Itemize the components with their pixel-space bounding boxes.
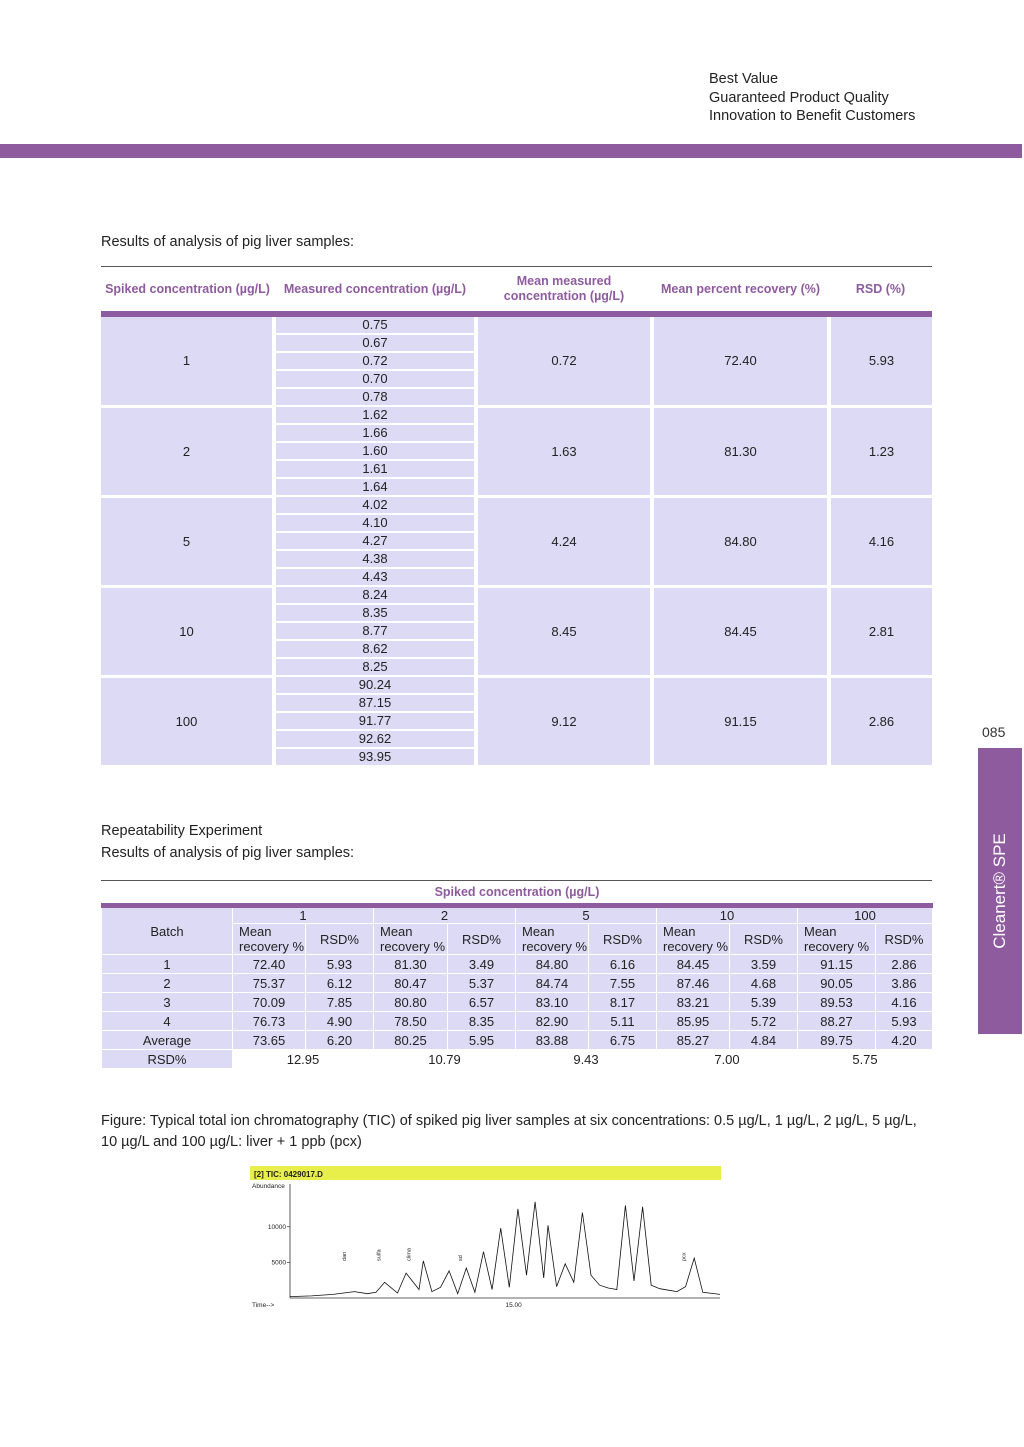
y-tick-label: 10000 [267, 1223, 286, 1231]
mean-recovery-header: Mean recovery % [374, 924, 448, 955]
rsd-cell: 4.20 [876, 1031, 933, 1050]
mean-recovery-cell: 83.21 [657, 993, 730, 1012]
measured-cell: 0.70 [274, 370, 476, 388]
mean-recovery-cell: 75.37 [233, 974, 306, 993]
mean-recovery-cell: 85.95 [657, 1012, 730, 1031]
recovery-table-row [101, 314, 932, 334]
tagline [709, 70, 915, 126]
mean-recovery-cell: 84.45 [657, 955, 730, 974]
mean-recovery-cell: 80.47 [374, 974, 448, 993]
side-tab [978, 748, 1022, 1034]
mean-recovery-cell: 73.65 [233, 1031, 306, 1050]
spiked-cell: 2 [101, 406, 274, 496]
rsd-cell: 7.55 [589, 974, 657, 993]
measured-cell: 4.38 [274, 550, 476, 568]
rsd-cell: 7.85 [306, 993, 374, 1012]
rsd-header: RSD% [589, 924, 657, 955]
tagline-line-2: Guaranteed Product Quality [709, 89, 889, 106]
mean-cell: 4.24 [476, 496, 652, 586]
rsd-summary-row [102, 1050, 933, 1069]
measured-cell: 1.61 [274, 460, 476, 478]
rsd-cell: 6.20 [306, 1031, 374, 1050]
rsd-cell: 3.86 [876, 974, 933, 993]
rsd-cell: 5.11 [589, 1012, 657, 1031]
recovery-table-row [101, 676, 932, 694]
mean-recovery-header: Mean recovery % [657, 924, 730, 955]
rsd-cell: 8.35 [448, 1012, 516, 1031]
measured-cell: 4.10 [274, 514, 476, 532]
mean-cell: 8.45 [476, 586, 652, 676]
concentration-header: 10 [657, 906, 798, 924]
mean-recovery-cell: 89.75 [798, 1031, 876, 1050]
mean-recovery-header: Mean recovery % [798, 924, 876, 955]
batch-row [102, 1031, 933, 1050]
rsd-cell: 4.16 [876, 993, 933, 1012]
recovery-cell: 72.40 [652, 314, 829, 406]
measured-cell: 8.25 [274, 658, 476, 676]
recovery-table-row [101, 406, 932, 424]
tagline-line-1: Best Value [709, 71, 779, 87]
mean-recovery-cell: 84.80 [516, 955, 589, 974]
measured-cell: 8.77 [274, 622, 476, 640]
measured-cell: 93.95 [274, 748, 476, 766]
header-bar [0, 144, 1022, 158]
measured-cell: 87.15 [274, 694, 476, 712]
rsd-header: RSD% [448, 924, 516, 955]
measured-cell: 92.62 [274, 730, 476, 748]
mean-recovery-cell: 80.25 [374, 1031, 448, 1050]
recovery-table-row [101, 586, 932, 604]
concentration-header: 5 [516, 906, 657, 924]
rsd-cell: 6.12 [306, 974, 374, 993]
measured-cell: 1.64 [274, 478, 476, 496]
header-mean: Mean measured concentration (µg/L) [503, 274, 625, 303]
rsd-cell: 5.37 [448, 974, 516, 993]
mean-recovery-cell: 91.15 [798, 955, 876, 974]
peak-label: dan [341, 1251, 348, 1261]
rsd-cell: 3.59 [730, 955, 798, 974]
mean-recovery-header: Mean recovery % [233, 924, 306, 955]
rsd-cell: 3.49 [448, 955, 516, 974]
measured-cell: 4.43 [274, 568, 476, 586]
batch-row [102, 993, 933, 1012]
measured-cell: 8.62 [274, 640, 476, 658]
mean-recovery-cell: 83.10 [516, 993, 589, 1012]
batch-header: Batch [102, 906, 233, 955]
mean-cell: 1.63 [476, 406, 652, 496]
header-rsd: RSD (%) [855, 281, 906, 296]
peak-label: sulfa [376, 1249, 383, 1261]
peak-label: clima [406, 1248, 413, 1261]
measured-cell: 1.60 [274, 442, 476, 460]
batch-cell: 1 [102, 955, 233, 974]
measured-cell: 4.27 [274, 532, 476, 550]
mean-recovery-cell: 76.73 [233, 1012, 306, 1031]
tagline-line-3: Innovation to Benefit Customers [709, 108, 916, 124]
rsd-cell: 6.57 [448, 993, 516, 1012]
header-measured: Measured concentration (µg/L) [283, 281, 467, 296]
mean-recovery-cell: 90.05 [798, 974, 876, 993]
rsd-cell: 4.90 [306, 1012, 374, 1031]
spiked-cell: 1 [101, 314, 274, 406]
rsd-cell: 4.16 [829, 496, 932, 586]
mean-recovery-cell: 70.09 [233, 993, 306, 1012]
batch-row [102, 955, 933, 974]
rsd-cell: 2.86 [876, 955, 933, 974]
batch-row [102, 1012, 933, 1031]
recovery-cell: 84.80 [652, 496, 829, 586]
rsd-summary-cell: 10.79 [374, 1050, 516, 1069]
mean-recovery-cell: 89.53 [798, 993, 876, 1012]
rsd-cell: 5.95 [448, 1031, 516, 1050]
mean-cell: 9.12 [476, 676, 652, 766]
batch-row [102, 974, 933, 993]
mean-recovery-cell: 78.50 [374, 1012, 448, 1031]
page-number: 085 [982, 724, 1006, 740]
rsd-cell: 5.93 [306, 955, 374, 974]
measured-cell: 0.78 [274, 388, 476, 406]
rsd-header: RSD% [730, 924, 798, 955]
mean-recovery-cell: 81.30 [374, 955, 448, 974]
spiked-cell: 100 [101, 676, 274, 766]
table2-title: Results of analysis of pig liver samples: [101, 845, 355, 861]
recovery-cell: 91.15 [652, 676, 829, 766]
repeatability-title: Repeatability Experiment [101, 823, 263, 839]
rsd-cell: 5.93 [876, 1012, 933, 1031]
spiked-header-row [102, 881, 933, 906]
measured-cell: 0.75 [274, 314, 476, 334]
table1-title: Results of analysis of pig liver samples: [101, 234, 355, 250]
chart-title: [2] TIC: 0429017.D [254, 1170, 323, 1179]
y-tick-label: 5000 [271, 1259, 286, 1267]
concentration-header: 2 [374, 906, 516, 924]
mean-recovery-cell: 72.40 [233, 955, 306, 974]
recovery-table-row [101, 496, 932, 514]
peak-label: sd [458, 1255, 464, 1261]
measured-cell: 1.66 [274, 424, 476, 442]
batch-cell: 3 [102, 993, 233, 1012]
rsd-cell: 2.81 [829, 586, 932, 676]
measured-cell: 8.24 [274, 586, 476, 604]
repeatability-table [101, 880, 933, 1069]
batch-cell: 2 [102, 974, 233, 993]
rsd-summary-cell: 9.43 [516, 1050, 657, 1069]
tic-series-line [290, 1202, 720, 1297]
rsd-cell: 6.16 [589, 955, 657, 974]
batch-cell: 4 [102, 1012, 233, 1031]
concentration-header: 1 [233, 906, 374, 924]
rsd-summary-label: RSD% [102, 1050, 233, 1069]
spiked-cell: 5 [101, 496, 274, 586]
recovery-cell: 81.30 [652, 406, 829, 496]
rsd-cell: 5.72 [730, 1012, 798, 1031]
y-axis-label: Abundance [252, 1183, 285, 1190]
mean-recovery-header: Mean recovery % [516, 924, 589, 955]
mean-recovery-cell: 82.90 [516, 1012, 589, 1031]
mean-recovery-cell: 87.46 [657, 974, 730, 993]
header-spiked: Spiked concentration (µg/L) [105, 281, 270, 296]
header-recovery: Mean percent recovery (%) [660, 281, 821, 296]
concentration-row [102, 906, 933, 924]
rsd-cell: 5.39 [730, 993, 798, 1012]
measured-cell: 1.62 [274, 406, 476, 424]
rsd-summary-cell: 7.00 [657, 1050, 798, 1069]
recovery-table-body [101, 314, 932, 766]
side-tab-label: Cleanert® SPE [990, 833, 1009, 949]
repeatability-table-body [102, 881, 933, 1069]
mean-recovery-cell: 84.74 [516, 974, 589, 993]
peak-label: pcx [681, 1252, 688, 1261]
mean-recovery-cell: 88.27 [798, 1012, 876, 1031]
measured-cell: 4.02 [274, 496, 476, 514]
rsd-cell: 2.86 [829, 676, 932, 766]
mean-recovery-cell: 80.80 [374, 993, 448, 1012]
x-tick-label: 15.00 [505, 1302, 522, 1308]
rsd-cell: 5.93 [829, 314, 932, 406]
concentration-header: 100 [798, 906, 933, 924]
recovery-table [101, 266, 932, 768]
rsd-cell: 4.84 [730, 1031, 798, 1050]
figure-caption: Figure: Typical total ion chromatography (TIC) of spiked pig liver samples at six concentrations: 0.5 µg/L, 1 µg/L, 2 µg/L, 5 µg/L, 10 µg/L and 100 µg/L: liver + 1 ppb (pcx) [101, 1113, 917, 1150]
tic-chart [250, 1166, 721, 1308]
rsd-header: RSD% [876, 924, 933, 955]
tic-chart-svg [250, 1166, 721, 1308]
measured-cell: 91.77 [274, 712, 476, 730]
rsd-cell: 4.68 [730, 974, 798, 993]
x-axis-label: Time--> [252, 1302, 275, 1308]
mean-cell: 0.72 [476, 314, 652, 406]
mean-recovery-cell: 85.27 [657, 1031, 730, 1050]
rsd-cell: 6.75 [589, 1031, 657, 1050]
measured-cell: 0.72 [274, 352, 476, 370]
rsd-header: RSD% [306, 924, 374, 955]
rsd-cell: 1.23 [829, 406, 932, 496]
batch-cell: Average [102, 1031, 233, 1050]
measured-cell: 0.67 [274, 334, 476, 352]
rsd-cell: 8.17 [589, 993, 657, 1012]
measured-cell: 90.24 [274, 676, 476, 694]
spiked-header: Spiked concentration (µg/L) [102, 881, 933, 906]
recovery-cell: 84.45 [652, 586, 829, 676]
recovery-table-header [101, 267, 932, 315]
measured-cell: 8.35 [274, 604, 476, 622]
mean-recovery-cell: 83.88 [516, 1031, 589, 1050]
spiked-cell: 10 [101, 586, 274, 676]
rsd-summary-cell: 12.95 [233, 1050, 374, 1069]
rsd-summary-cell: 5.75 [798, 1050, 933, 1069]
